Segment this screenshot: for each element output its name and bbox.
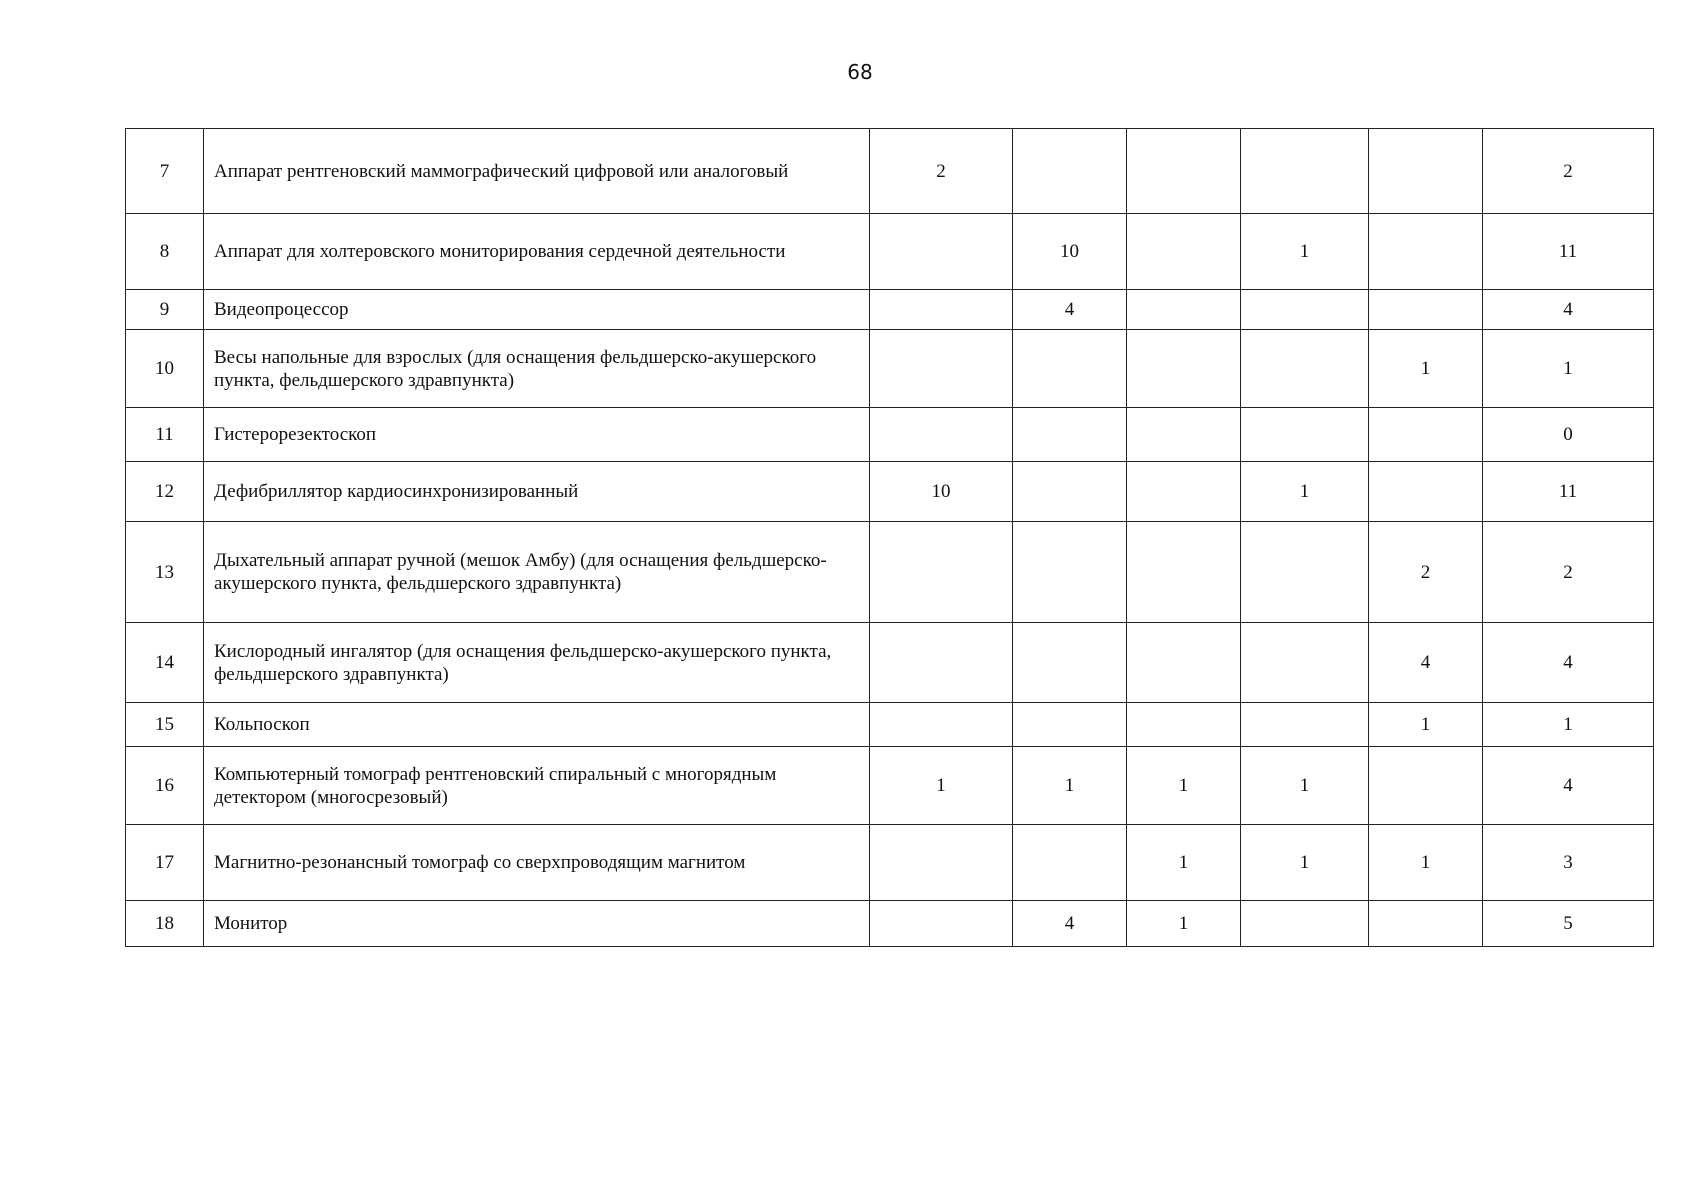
row-number: 11 bbox=[126, 408, 204, 462]
equipment-name: Монитор bbox=[204, 901, 870, 947]
value-cell: 4 bbox=[1013, 901, 1127, 947]
value-cell: 1 bbox=[1127, 901, 1241, 947]
equipment-name: Весы напольные для взрослых (для оснащения фельдшерско-акушерского пункта, фельдшерского здравпункта) bbox=[204, 330, 870, 408]
value-cell: 1 bbox=[1369, 825, 1483, 901]
row-number: 17 bbox=[126, 825, 204, 901]
table-row bbox=[126, 522, 1654, 623]
value-cell bbox=[1013, 462, 1127, 522]
value-cell bbox=[870, 522, 1013, 623]
value-cell bbox=[1013, 703, 1127, 747]
row-number: 8 bbox=[126, 214, 204, 290]
value-cell: 1 bbox=[1369, 330, 1483, 408]
equipment-name: Аппарат рентгеновский маммографический цифровой или аналоговый bbox=[204, 129, 870, 214]
value-cell bbox=[1241, 901, 1369, 947]
total-cell: 11 bbox=[1483, 214, 1654, 290]
row-number: 14 bbox=[126, 623, 204, 703]
total-cell: 4 bbox=[1483, 623, 1654, 703]
value-cell: 1 bbox=[1241, 825, 1369, 901]
equipment-name: Кислородный ингалятор (для оснащения фельдшерско-акушерского пункта, фельдшерского здравпункта) bbox=[204, 623, 870, 703]
value-cell bbox=[1241, 408, 1369, 462]
equipment-name: Дефибриллятор кардиосинхронизированный bbox=[204, 462, 870, 522]
value-cell bbox=[1369, 129, 1483, 214]
value-cell bbox=[1369, 462, 1483, 522]
value-cell: 1 bbox=[1013, 747, 1127, 825]
equipment-name: Кольпоскоп bbox=[204, 703, 870, 747]
total-cell: 2 bbox=[1483, 129, 1654, 214]
value-cell bbox=[1241, 330, 1369, 408]
value-cell bbox=[1127, 703, 1241, 747]
value-cell bbox=[1127, 408, 1241, 462]
value-cell: 1 bbox=[1241, 747, 1369, 825]
table-row bbox=[126, 330, 1654, 408]
row-number: 18 bbox=[126, 901, 204, 947]
row-number: 7 bbox=[126, 129, 204, 214]
value-cell: 1 bbox=[1241, 462, 1369, 522]
value-cell bbox=[1369, 408, 1483, 462]
value-cell: 1 bbox=[1369, 703, 1483, 747]
table-row bbox=[126, 214, 1654, 290]
value-cell bbox=[1241, 290, 1369, 330]
equipment-name: Аппарат для холтеровского мониторирования сердечной деятельности bbox=[204, 214, 870, 290]
table-row bbox=[126, 623, 1654, 703]
value-cell bbox=[1013, 522, 1127, 623]
value-cell bbox=[1369, 747, 1483, 825]
value-cell bbox=[1127, 462, 1241, 522]
row-number: 12 bbox=[126, 462, 204, 522]
value-cell: 1 bbox=[1127, 747, 1241, 825]
table-row bbox=[126, 408, 1654, 462]
total-cell: 4 bbox=[1483, 290, 1654, 330]
total-cell: 1 bbox=[1483, 703, 1654, 747]
value-cell bbox=[870, 408, 1013, 462]
row-number: 13 bbox=[126, 522, 204, 623]
value-cell: 2 bbox=[1369, 522, 1483, 623]
value-cell bbox=[1013, 408, 1127, 462]
total-cell: 3 bbox=[1483, 825, 1654, 901]
value-cell bbox=[1127, 129, 1241, 214]
value-cell bbox=[870, 703, 1013, 747]
value-cell bbox=[870, 825, 1013, 901]
value-cell bbox=[1013, 330, 1127, 408]
value-cell bbox=[1241, 703, 1369, 747]
value-cell bbox=[1369, 290, 1483, 330]
value-cell bbox=[1013, 623, 1127, 703]
equipment-name: Дыхательный аппарат ручной (мешок Амбу) (для оснащения фельдшерско-акушерского пункта, фельдшерского здравпункта) bbox=[204, 522, 870, 623]
table-row bbox=[126, 290, 1654, 330]
equipment-name: Компьютерный томограф рентгеновский спиральный с многорядным детектором (многосрезовый) bbox=[204, 747, 870, 825]
equipment-name: Видеопроцессор bbox=[204, 290, 870, 330]
equipment-name: Гистерорезектоскоп bbox=[204, 408, 870, 462]
value-cell bbox=[870, 214, 1013, 290]
row-number: 10 bbox=[126, 330, 204, 408]
value-cell bbox=[1241, 129, 1369, 214]
value-cell: 4 bbox=[1013, 290, 1127, 330]
value-cell bbox=[870, 623, 1013, 703]
table-row bbox=[126, 825, 1654, 901]
table-row bbox=[126, 462, 1654, 522]
total-cell: 11 bbox=[1483, 462, 1654, 522]
value-cell bbox=[870, 901, 1013, 947]
total-cell: 4 bbox=[1483, 747, 1654, 825]
total-cell: 2 bbox=[1483, 522, 1654, 623]
value-cell bbox=[1127, 522, 1241, 623]
value-cell bbox=[1241, 623, 1369, 703]
value-cell: 1 bbox=[870, 747, 1013, 825]
table-row bbox=[126, 747, 1654, 825]
value-cell: 1 bbox=[1127, 825, 1241, 901]
value-cell: 4 bbox=[1369, 623, 1483, 703]
value-cell bbox=[1369, 901, 1483, 947]
value-cell bbox=[1127, 330, 1241, 408]
row-number: 9 bbox=[126, 290, 204, 330]
total-cell: 1 bbox=[1483, 330, 1654, 408]
value-cell bbox=[1127, 623, 1241, 703]
table-row bbox=[126, 703, 1654, 747]
total-cell: 0 bbox=[1483, 408, 1654, 462]
value-cell bbox=[1241, 522, 1369, 623]
value-cell bbox=[1127, 214, 1241, 290]
value-cell: 1 bbox=[1241, 214, 1369, 290]
value-cell bbox=[1127, 290, 1241, 330]
table-row bbox=[126, 901, 1654, 947]
value-cell: 10 bbox=[870, 462, 1013, 522]
table-row bbox=[126, 129, 1654, 214]
row-number: 15 bbox=[126, 703, 204, 747]
value-cell bbox=[1369, 214, 1483, 290]
page-number: 68 bbox=[847, 60, 873, 84]
equipment-table bbox=[125, 128, 1654, 947]
value-cell bbox=[1013, 825, 1127, 901]
value-cell bbox=[870, 330, 1013, 408]
total-cell: 5 bbox=[1483, 901, 1654, 947]
value-cell bbox=[870, 290, 1013, 330]
value-cell: 2 bbox=[870, 129, 1013, 214]
row-number: 16 bbox=[126, 747, 204, 825]
value-cell: 10 bbox=[1013, 214, 1127, 290]
equipment-name: Магнитно-резонансный томограф со сверхпроводящим магнитом bbox=[204, 825, 870, 901]
value-cell bbox=[1013, 129, 1127, 214]
